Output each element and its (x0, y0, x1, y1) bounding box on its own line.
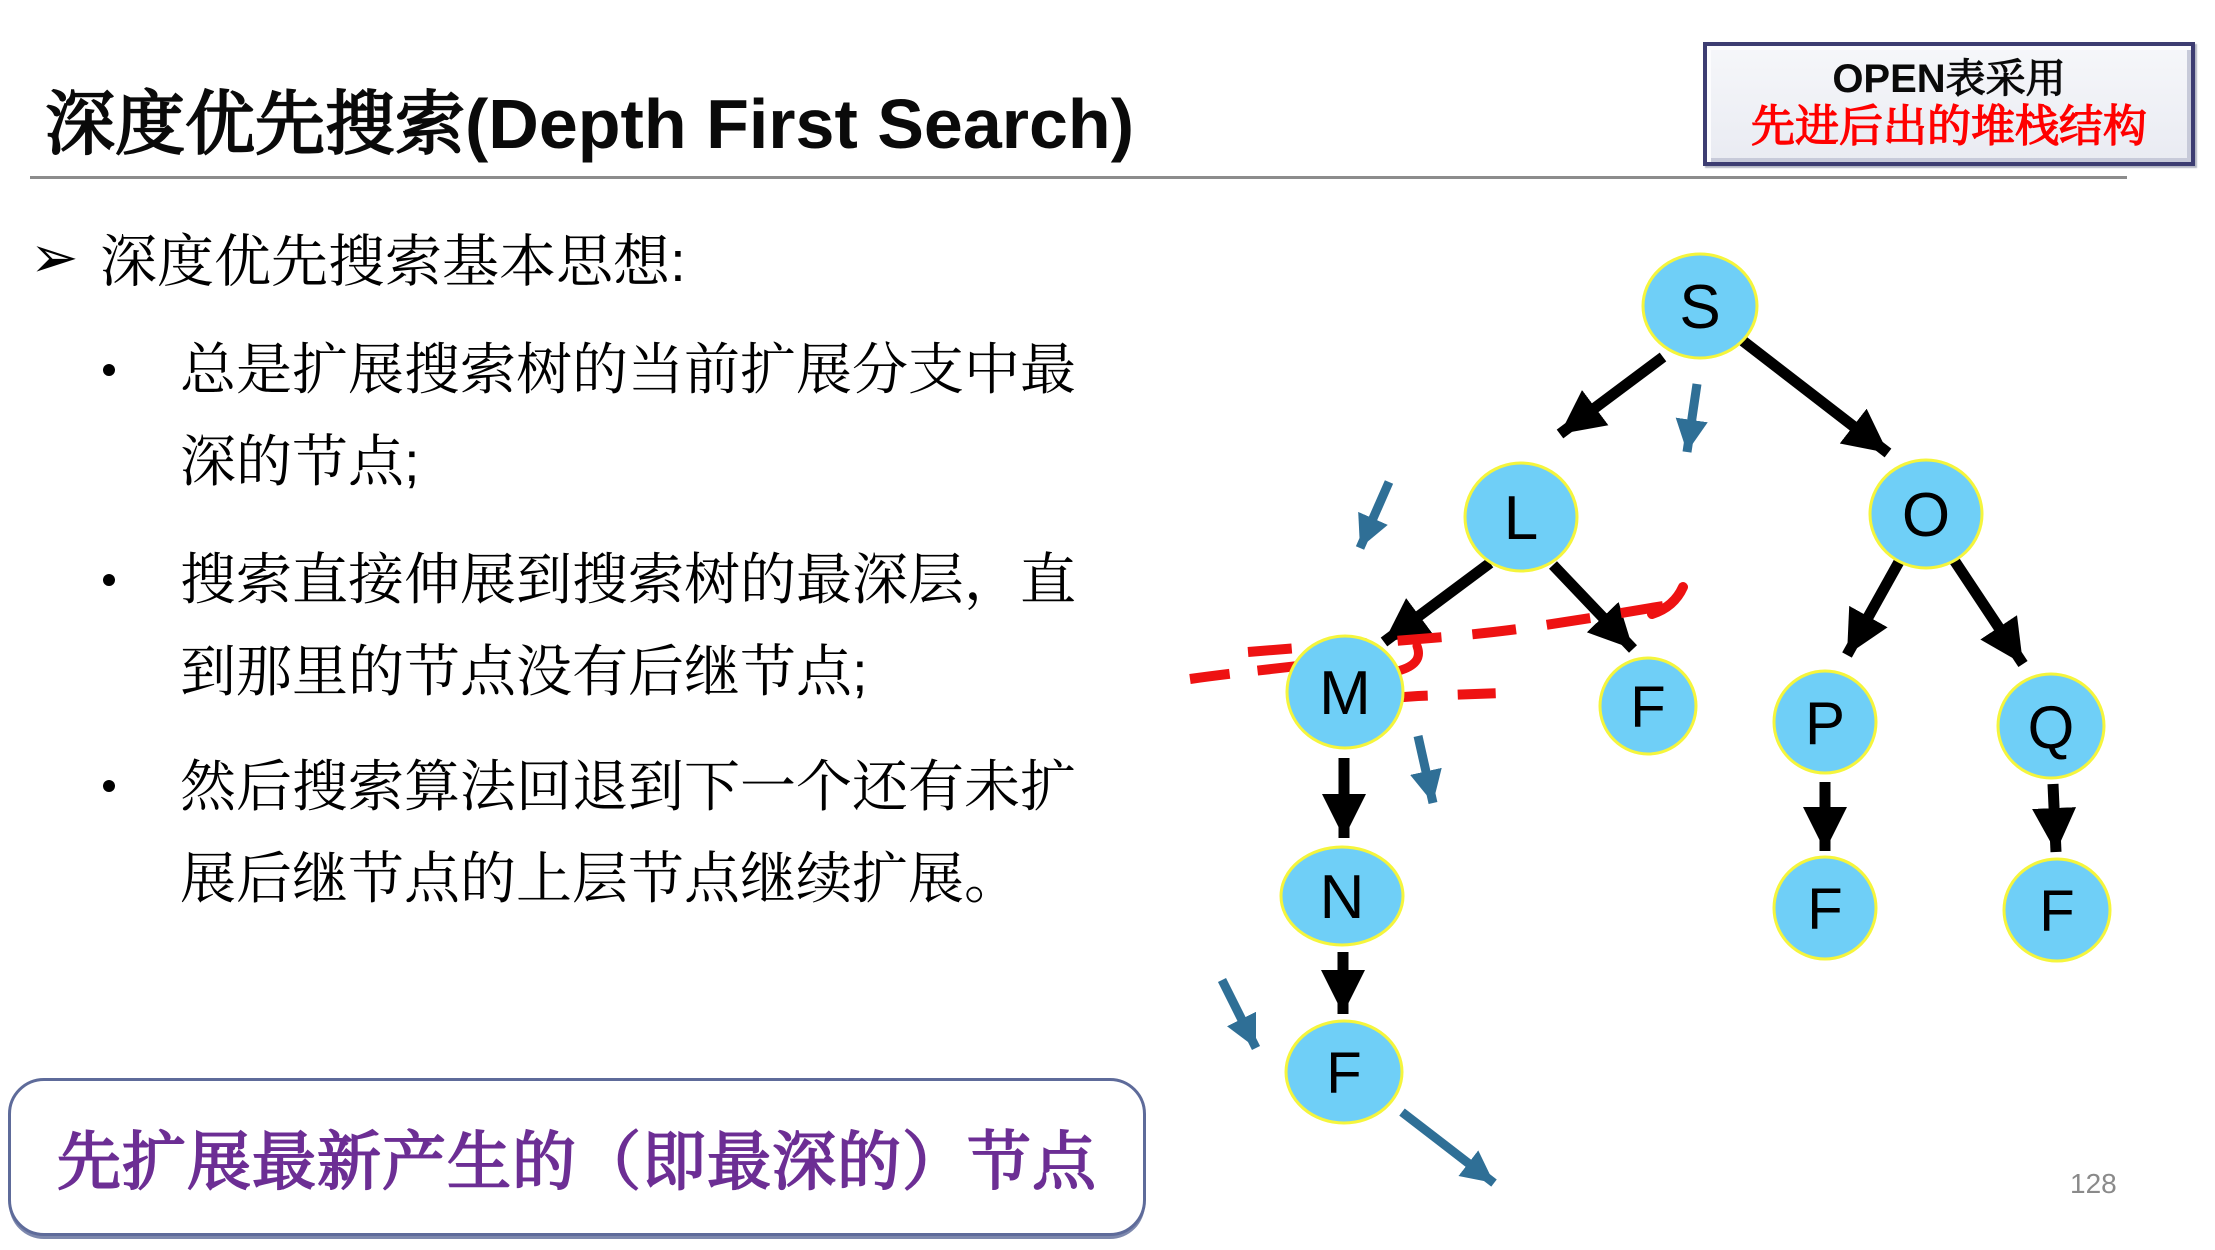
node-label-L: L (1503, 484, 1539, 553)
tree-node-M (1287, 636, 1403, 748)
node-label-M: M (1319, 659, 1371, 728)
edge-L-F (1553, 565, 1633, 649)
tree-node-O (1870, 460, 1982, 568)
edge-S-O (1743, 341, 1888, 453)
blue-arrow-exit-icon (1402, 1112, 1494, 1183)
node-label-S: S (1679, 273, 1721, 342)
node-label-Q: Q (2027, 694, 2075, 761)
bullet-3-line-1: 然后搜索算法回退到下一个还有未扩 (180, 755, 1076, 818)
edge-O-Q (1954, 560, 2023, 664)
bottom-banner-text: 先扩展最新产生的（即最深的）节点 (57, 1126, 1097, 1198)
edge-Q-F (2053, 784, 2056, 852)
tree-node-S (1643, 254, 1757, 358)
bullets-heading: 深度优先搜索基本思想: (100, 230, 686, 294)
slide-title: 深度优先搜索(Depth First Search) (45, 85, 1134, 163)
tree-edges (1343, 341, 2056, 1014)
node-label-F: F (2039, 879, 2075, 944)
open-note-line2: 先进后出的堆栈结构 (1751, 101, 2147, 151)
tree-node-Q (1998, 674, 2104, 778)
tree-node-L (1465, 463, 1577, 571)
tree-node-N (1281, 847, 1403, 945)
node-label-N: N (1319, 863, 1365, 932)
node-label-F: F (1807, 877, 1843, 942)
red-dash-curl (1398, 646, 1418, 671)
blue-arrow-below-M-icon (1418, 736, 1433, 803)
bullet-2-line-1: 搜索直接伸展到搜索树的最深层，直 (180, 548, 1076, 611)
tree-node-F-under-L (1600, 658, 1696, 754)
red-dash-end-hook (1652, 587, 1683, 614)
open-note-line1: OPEN表采用 (1832, 56, 2066, 101)
edge-S-L (1560, 357, 1663, 434)
blue-arrow-below-S-icon (1687, 384, 1697, 452)
chevron-bullet-icon: ➢ (30, 225, 79, 290)
blue-arrow-left-of-L-icon (1360, 482, 1389, 548)
bullet-1-line-1: 总是扩展搜索树的当前扩展分支中最 (180, 338, 1076, 401)
tree-node-P (1774, 671, 1876, 773)
tree-node-F-under-Q (2004, 859, 2110, 961)
bullet-1-line-2: 深的节点; (180, 430, 420, 493)
tree-node-F-under-P (1774, 857, 1876, 959)
page-number: 128 (2070, 1168, 2117, 1199)
bullet-2-line-2: 到那里的节点没有后继节点; (180, 640, 868, 703)
bullet-3-line-2: 展后继节点的上层节点继续扩展。 (180, 847, 1020, 910)
node-label-F: F (1630, 675, 1666, 740)
blue-arrow-left-of-F-icon (1222, 980, 1256, 1048)
node-label-O: O (1901, 481, 1951, 550)
node-label-P: P (1804, 690, 1846, 757)
tree-node-F-under-N (1286, 1021, 1402, 1123)
edge-O-P (1847, 560, 1900, 655)
node-label-F: F (1326, 1041, 1362, 1106)
